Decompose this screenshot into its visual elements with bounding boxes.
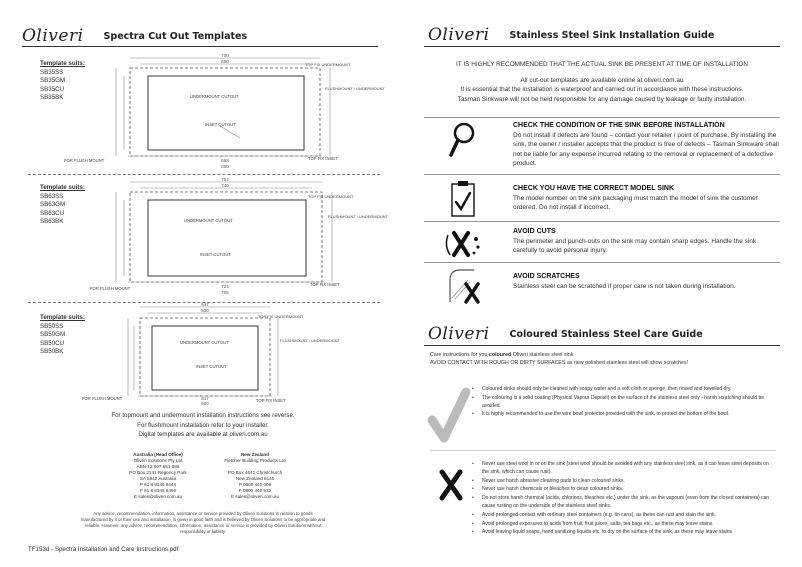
dim-top-a: 754	[221, 177, 229, 182]
cross-mark-icon	[438, 468, 464, 502]
dim-bottom-a: 517	[201, 396, 209, 401]
list-item: • Never use steel wool in or on the sink (steel wool should be avoided with any stainless steel sink, as it can leave steel deposits on the sink, which can cause rust).	[472, 461, 772, 477]
oliveri-logo: Oliveri	[22, 26, 84, 46]
step-correct-model	[424, 180, 780, 222]
right-header	[428, 25, 714, 45]
list-item: • Do not store harsh chemical (acids, chlorines, bleaches etc.) under the sink, as the vapours (even from the closed containers) can cause rusting on the underside of the stainless steel sinks.	[472, 495, 772, 511]
care-dos-list	[472, 386, 772, 420]
care-donts-list	[472, 461, 772, 538]
file-name-footer: TF153d - Spectra Installation and Care Instructions.pdf	[28, 546, 179, 553]
cutout-drawing-3	[80, 302, 380, 406]
label-right-mid: FLUSHMOUNT / UNDERMOUNT	[328, 214, 388, 219]
magnifier-icon	[424, 121, 500, 161]
care-intro: Care instructions for you coloured Oliveri stainless steel sink AVOID CONTACT WITH ROUGH OR DIRTY SURFACES as new polished stainless steel will show scratches!	[430, 352, 688, 366]
list-item: • Avoid leaving liquid soaps, hand sanitizing liquids etc. to dry on the surface of the sink, as these may leave stains.	[472, 529, 772, 537]
step-body: The model number on the sink packaging must match the model of sink the customer ordered. Do not install if incorrect.	[513, 194, 758, 212]
disclaimer: Any advice, recommendation, information, assistance or service provided by Oliveri Solutions in relation to goods manufactured by it or their use and installation, is given in good faith and is believed by Oliveri Solutions to be appropriate and reliable. However, any advice, recommendation, information, assistance or service is provided by Oliveri Solutions without responsibility or liability.	[80, 511, 326, 534]
label-right-top: TOP FIX UNDERMOUNT	[308, 194, 354, 199]
divider	[424, 221, 780, 222]
list-item: • Avoid prolonged contact with ordinary steel containers (e.g. tin cans), as these can rust and stain the sink.	[472, 512, 772, 520]
care-header	[428, 324, 703, 344]
intro-text: All cut-out templates are available online at oliveri.com.au It is essential that the installation is waterproof and carried out in accordance with these instructions. Tasman Sinkware will not be held responsible for any damage caused by leakage or faulty installation.	[457, 77, 747, 103]
label-right-mid: FLUSHMOUNT / UNDERMOUNT	[280, 338, 340, 343]
cutout-drawing-1	[60, 52, 385, 170]
step-avoid-cuts	[424, 225, 780, 267]
presence-notice: IT IS HIGHLY RECOMMENDED THAT THE ACTUAL SINK BE PRESENT AT TIME OF INSTALLATION	[456, 61, 748, 68]
list-item: • It is highly recommended to use the wire bowl protector provided with the sink, to protect the bottom of the bowl.	[472, 411, 772, 419]
label-undermount: UNDERMOUNT CUTOUT	[184, 218, 233, 223]
dim-bottom-a: 724	[221, 284, 229, 289]
label-left-bottom: FOR FLUSH MOUNT	[82, 396, 123, 401]
label-undermount: UNDERMOUNT CUTOUT	[180, 340, 229, 345]
left-header	[22, 26, 247, 46]
label-right-bottom: TOP FIX INSET	[256, 398, 286, 403]
tick-mark-icon	[430, 388, 468, 442]
step-title: CHECK THE CONDITION OF THE SINK BEFORE INSTALLATION	[513, 122, 725, 129]
divider	[424, 174, 780, 175]
step-check-condition	[424, 121, 780, 168]
dim-top-b: 650	[221, 59, 229, 64]
step-body: The perimeter and punch-outs on the sink may contain sharp edges. Handle the sink carefully to avoid personal injury.	[513, 237, 757, 255]
care-title: Coloured Stainless Steel Care Guide	[509, 328, 703, 340]
step-title: CHECK YOU HAVE THE CORRECT MODEL SINK	[513, 185, 675, 192]
installation-notes: For topmount and undermount installation instructions see reverse. For flushmount installation refer to your installer. Digital templates are available at oliveri.com.au	[111, 412, 295, 438]
template-suits-1: Template suits: SB35SS SB35GM SB35CU SB35BK	[40, 60, 85, 102]
dim-top-b: 740	[221, 183, 229, 188]
office-australia: Australia (Head Office) Oliveri Solutions Pty Ltd ABN 12 007 551 886 PO Box 2141 Regency Park SA 5942 Australia P 61 8 8346 6444 F 61 8 8346 6495 E sales@oliveri.com.au	[129, 452, 187, 499]
label-right-top: TOP FIX UNDERMOUNT	[258, 314, 304, 319]
list-item: • Coloured sinks should only be cleaned with soapy water and a soft cloth or sponge, then rinsed and towelled dry.	[472, 386, 772, 394]
label-right-top: TOP FIX UNDERMOUNT	[305, 62, 351, 67]
step-body: Stainless steel can be scratched if proper care is not taken during installation.	[513, 282, 736, 290]
dim-top-a: 700	[221, 53, 229, 58]
dim-bottom-b: 705	[221, 290, 229, 295]
dim-bottom-a: 668	[221, 158, 229, 163]
dim-top-b: 530	[201, 308, 209, 313]
oliveri-logo: Oliveri	[428, 25, 490, 45]
dim-top-a: 547	[201, 302, 209, 307]
step-avoid-scratches	[424, 266, 780, 308]
label-left-bottom: FOR FLUSH MOUNT	[90, 286, 131, 291]
oliveri-logo: Oliveri	[428, 324, 490, 344]
left-header-rule	[22, 46, 378, 47]
scratch-icon	[424, 266, 500, 306]
list-item: • The colouring is a solid coating (Physical Vapour Deposit) on the surface of the stainless steel only - harsh scratching should be avoided.	[472, 395, 772, 411]
label-right-bottom: TOP FIX INSET	[308, 156, 338, 161]
label-left-bottom: FOR FLUSH MOUNT	[64, 158, 105, 163]
step-body: Do not install if defects are found – contact your retailer / point of purchase. By installing the sink, the owner / installer accepts that the product is free of defects – Tasman Sinkware shall not be liable for any expense incurred relating to the removal or replacement of a defective product.	[513, 131, 779, 168]
divider	[424, 117, 780, 118]
label-right-mid: FLUSHMOUNT / UNDERMOUNT	[325, 86, 385, 91]
label-right-bottom: TOP FIX INSET	[310, 282, 340, 287]
template-suits-3: Template suits: SB50SS SB50GM SB50CU SB50BK	[40, 314, 85, 356]
care-header-rule	[424, 345, 780, 346]
office-new-zealand: New Zealand Fletcher Building Products Ltd PO Box 4641 Christchurch New Zealand 8140 P 0800 440 006 F 0800 440 532 E sales@oliveri.com.au	[224, 452, 286, 499]
step-title: AVOID CUTS	[513, 228, 556, 235]
step-title: AVOID SCRATCHES	[513, 273, 580, 280]
right-title: Stainless Steel Sink Installation Guide	[509, 29, 715, 41]
label-inset: INSET CUTOUT	[200, 252, 231, 257]
list-item: • Never use harsh chemicals or bleaches to clean coloured sinks.	[472, 486, 772, 494]
cutout-drawing-2	[60, 176, 388, 298]
left-title: Spectra Cut Out Templates	[103, 30, 248, 42]
list-item: • Avoid prolonged exposures to acids from fruit, fruit juices, salts, tea bags etc., as these may leave stains.	[472, 521, 772, 529]
dim-bottom-b: 650	[221, 164, 229, 169]
section-divider	[28, 174, 380, 175]
divider	[430, 450, 776, 451]
clipboard-check-icon	[424, 180, 500, 220]
label-inset: INSET CUTOUT	[196, 364, 227, 369]
label-inset: INSET CUTOUT	[205, 122, 236, 127]
right-header-rule	[424, 46, 780, 47]
label-undermount: UNDERMOUNT CUTOUT	[190, 94, 239, 99]
cut-hand-icon	[424, 225, 500, 265]
template-suits-2: Template suits: SB63SS SB63GM SB63CU SB63BK	[40, 184, 85, 226]
divider	[424, 262, 780, 263]
list-item: • Never use harsh abrasive cleaning pads to clean coloured sinks.	[472, 478, 772, 486]
dim-bottom-b: 500	[201, 401, 209, 406]
